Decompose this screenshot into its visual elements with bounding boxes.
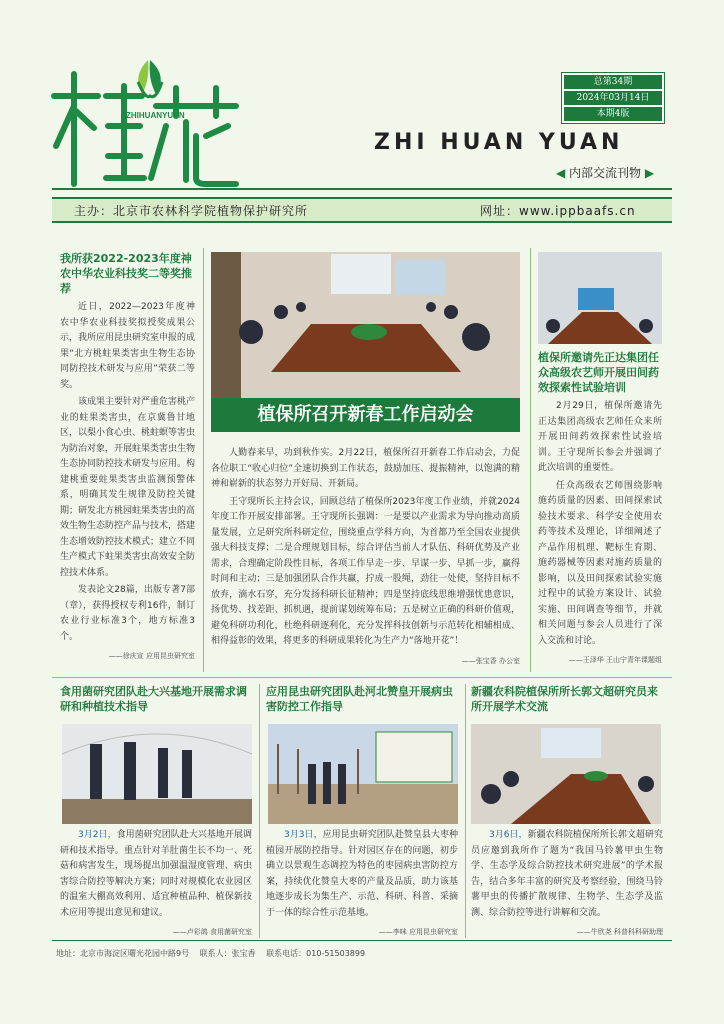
column-divider: [259, 684, 260, 938]
article-title: 食用菌研究团队赴大兴基地开展需求调研和种植技术指导: [60, 685, 247, 713]
meeting-photo: [211, 252, 520, 398]
byline: ——徐庆宣 应用昆虫研究室: [108, 652, 195, 660]
greenhouse-photo: [62, 724, 252, 824]
rule-top: [52, 188, 672, 190]
article-award: 我所获2022-2023年度神农中华农业科技奖二等奖推荐 近日，2022—2023年度神农中华农业科技奖拟授奖成果公示，我所应用昆虫研究室申报的成果“北方桃蛀果类害虫生物生态协同防控技术研发与应用”荣获二等奖。 该成果主要针对严重危害桃产业的蛀果类害虫，在京冀鲁甘地区，以梨小食心虫、桃蛀螟等害虫为防治对象，开展蛀果类害虫生物生态协同防控技术研发与应用。构建桃重要蛀果类害虫监测预警体系，明确其发生规律及防控关键期；研发北方桃园蛀果类害虫的高效生物生态防控产品与技术，搭建生态增效防控技术模式；建立不同生产模式下蛀果类害虫高效安全防控技术体系。 发表论文28篇，出版专著7部（章），获得授权专利16件，制订农业行业标准3个，地方标准3个。 ——徐庆宣 应用昆虫研究室: [60, 251, 195, 665]
issue-pages: 本期4版: [564, 107, 662, 121]
article-title: 新疆农科院植保所所长郭文超研究员来所开展学术交流: [471, 685, 658, 713]
footer-contact: 联系人：张宝香: [199, 949, 256, 958]
footer-address: 地址：北京市海淀区曙光花园中路9号: [56, 949, 190, 958]
footer: [56, 948, 373, 959]
footer-phone: 联系电话：010-51503899: [266, 949, 366, 958]
article-training: 植保所邀请先正达集团任众高级农艺师开展田间药效探索性试验培训 2月29日，植保所邀请先正达集团高级农艺师任众来所开展田间药效探索性试验培训。王守现所长参会并强调了此次培训的重要性。 任众高级农艺师围绕影响施药质量的因素、田间探索试验技术要求、科学安全使用农药等技术及理论，详细阐述了产品作用机理、靶标生育期、施药器械等因素对施药质量的影响，以及田间探索试验实施过程中的试验方案设计、试验实施、田间调查等细节，并就相关问题与参会人员进行了深入交流和讨论。 ——王泽华 王山宁青年课题组: [538, 350, 662, 669]
byline: ——李咪 应用昆虫研究室: [378, 928, 458, 936]
headline: 植保所召开新春工作启动会: [211, 398, 520, 432]
article-mushroom: [60, 684, 252, 718]
website-link[interactable]: 网址：www.ippbaafs.cn: [480, 204, 636, 218]
orchard-photo: [268, 724, 458, 824]
article-title: 应用昆虫研究团队赴河北赞皇开展病虫害防控工作指导: [266, 685, 453, 713]
triangle-right-icon: ▶: [641, 166, 655, 180]
byline: ——卢彩鸽 食用菌研究室: [172, 928, 252, 936]
journal-type: ◀ 内部交流刊物 ▶: [556, 166, 655, 180]
triangle-left-icon: ◀: [556, 166, 570, 180]
article-mushroom-body: 3月2日，食用菌研究团队赴大兴基地开展调研和技术指导。重点针对羊肚菌生长不均一、死菇和病害发生，现场提出加强温湿度管理、病虫害综合防控等解决方案；同时对规模化农业园区的温室大棚高效利用、适宜种植品种、植保新技术应用等提出意见和建议。 ——卢彩鸽 食用菌研究室: [60, 828, 252, 941]
footer-rule: [52, 940, 672, 941]
column-divider: [465, 684, 466, 938]
lecture-photo: [471, 724, 661, 824]
article-date: 3月3日，: [284, 830, 323, 840]
zhihuanyuan-logo: [46, 56, 246, 191]
host-bar: [52, 197, 672, 223]
article-date: 3月2日，: [78, 830, 117, 840]
article-title: 我所获2022-2023年度神农中华农业科技奖二等奖推荐: [60, 252, 192, 295]
article-spring-meeting: 人勤春来早，功到秋作实。2月22日，植保所召开新春工作启动会，力促各位职工“收心归位”全速切换到工作状态，鼓励加压、提振精神，以饱满的精神和崭新的状态努力开好局、开新局。 王守现所长主持会议，回顾总结了植保所2023年度工作业绩，并就2024年度工作开展安排部署。王守现所长强调：一是要以产业需求为导向推动高质量发展，立足研究所科研定位，围绕重点学科方向，为首都乃至全国农业提供强大科技支撑；二是合理规划目标，综合评估当前人才队伍、科研优势及产业需求，合理确定阶段性目标，各项工作早走一步、早谋一步、早抓一步，赢得时间和主动；三是加强团队合作共赢，拧成一股绳，劲往一处使，坚持目标不放弃，滴水石穿，充分发扬科研长征精神；四是坚持底线思维增强忧患意识，扬优势、找差距、抓机遇，提前谋划统筹布局；五是树立正确的科研价值观，避免科研功利化，杜绝科研逐利化，充分发挥科技创新与示范转化相辅相成、相得益彰的效果，将更多的科研成果转化为生产力“落地开花”！ ——张宝香 办公室: [211, 446, 520, 669]
article-xinjiang-body: 3月6日，新疆农科院植保所所长郭文超研究员应邀到我所作了题为“我国马铃薯甲虫生物学、生态学及综合防控技术研究进展”的学术报告，结合多年丰富的研究及考察经验，围绕马铃薯甲虫的传播扩散规律、生物学、生态学及监测、综合防控等进行讲解和交流。 ——牛欣尧 科普科科研助理: [471, 828, 663, 941]
logo-text: ZHIHUANYUAN: [126, 111, 185, 120]
host-label: 主办：北京市农林科学院植物保护研究所: [74, 204, 309, 218]
article-zanhuang-body: 3月3日，应用昆虫研究团队赴赞皇县大枣种植园开展防控指导。针对园区存在的问题，初步确立以景观生态调控为特色的枣园病虫害防控方案，持续优化赞皇大枣的产量及品质，助力该基地逐步成长为集生产、示范、科研、科普、采摘于一体的综合性示范基地。 ——李咪 应用昆虫研究室: [266, 828, 458, 941]
issue-info: [561, 72, 665, 124]
article-title: 植保所邀请先正达集团任众高级农艺师开展田间药效探索性试验培训: [538, 351, 659, 394]
pinyin-title: ZHI HUAN YUAN: [374, 130, 624, 155]
article-xinjiang: [471, 684, 663, 718]
section-divider: [52, 677, 672, 678]
issue-date: 2024年03月14日: [564, 91, 662, 105]
byline: ——牛欣尧 科普科科研助理: [576, 928, 663, 936]
byline: ——张宝香 办公室: [461, 656, 520, 665]
issue-number: 总第34期: [564, 75, 662, 89]
article-date: 3月6日，: [489, 830, 528, 840]
article-zanhuang: [266, 684, 458, 718]
byline: ——王泽华 王山宁青年课题组: [568, 656, 662, 664]
column-divider: [530, 248, 531, 672]
column-divider: [203, 248, 204, 672]
training-photo: [538, 252, 662, 344]
